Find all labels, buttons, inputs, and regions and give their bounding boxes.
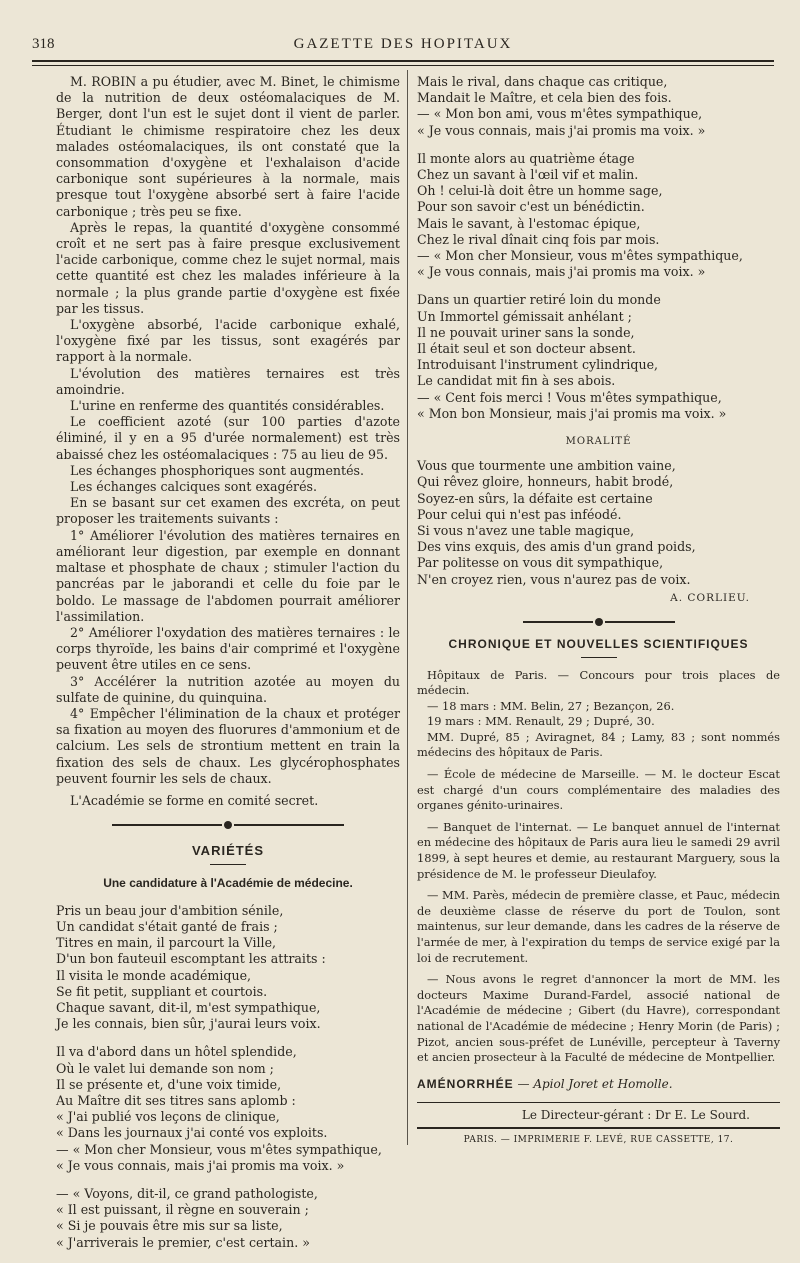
verse-line: Chaque savant, dit-il, m'est sympathique,	[56, 999, 321, 1015]
verse-line: « Dans les journaux j'ai conté vos exploits.	[56, 1125, 328, 1141]
right-column	[417, 74, 780, 1148]
footer-rule-thick	[417, 1127, 780, 1129]
varietes-title: VARIÉTÉS	[191, 843, 265, 859]
paragraph: Les échanges phosphoriques sont augmentés.	[70, 462, 364, 478]
verse-line: Introduisant l'instrument cylindrique,	[417, 357, 659, 373]
verse-line: N'en croyez rien, vous n'aurez pas de voix.	[417, 571, 691, 587]
printer-imprint: PARIS. — IMPRIMERIE F. LEVÉ, RUE CASSETTE, 17.	[463, 1135, 734, 1146]
verse-line: Par politesse on vous dit sympathique,	[417, 555, 664, 571]
paragraph: M. ROBIN a pu étudier, avec M. Binet, le chimisme de la nutrition de deux ostéomalaciques de M. Berger, dont l'un est le sujet dont il vient de parler. Étudiant le chimisme respiratoire chez les deux malades ostéomalaciques, ils ont constaté que la consommation d'oxygène et l'exhalaison d'acide carbonique sont supérieures à la normale, mais presque tout l'oxygène absorbé sert à faire l'acide carbonique ; très peu se fixe.	[56, 74, 400, 219]
verse-line: « Il est puissant, il règne en souverain ;	[56, 1202, 309, 1218]
news-item: — Banquet de l'internat. — Le banquet annuel de l'internat en médecine des hôpitaux de Paris aura lieu le samedi 29 avril 1899, à sept heures et demie, au restaurant Marguery, sous la présidence de M. le professeur Dieulafoy.	[417, 819, 780, 881]
verse-line: Pour son savoir c'est un bénédictin.	[417, 199, 645, 215]
moral-title: MORALITÉ	[565, 436, 632, 448]
verse-line: Un candidat s'était ganté de frais ;	[56, 918, 278, 934]
stanza	[56, 1044, 400, 1174]
paragraph: 2° Améliorer l'oxydation des matières ternaires : le corps thyroïde, les bains d'air comprimé et l'oxygène peuvent être utiles en ce sens.	[56, 624, 400, 673]
news-item: 19 mars : MM. Renault, 29 ; Dupré, 30.	[427, 714, 655, 729]
header-rule-thin	[32, 65, 774, 66]
verse-line: Au Maître dit ses titres sans aplomb :	[56, 1092, 296, 1108]
verse-line: « Si je pouvais être mis sur sa liste,	[56, 1218, 283, 1234]
footer-rule	[417, 1102, 780, 1103]
verse-line: Oh ! celui-là doit être un homme sage,	[417, 183, 663, 199]
verse-line: Soyez-en sûrs, la défaite est certaine	[417, 490, 653, 506]
paragraph: 1° Améliorer l'évolution des matières ternaires en améliorant leur digestion, par exemple en donnant maltase et phosphate de chaux ; stimuler l'action du pancréas par le jaborandi et celle du foie par le boldo. Le massage de l'abdomen pourrait améliorer l'assimilation.	[56, 527, 400, 624]
verse-line: Titres en main, il parcourt la Ville,	[56, 935, 277, 951]
stanza	[56, 1186, 400, 1251]
paragraph: L'urine en renferme des quantités considérables.	[70, 398, 385, 414]
paragraph: Les échanges calciques sont exagérés.	[70, 479, 317, 495]
poem-right	[417, 74, 780, 422]
verse-line: Un Immortel gémissait anhélant ;	[417, 308, 632, 324]
verse-line: Le candidat mit fin à ses abois.	[417, 373, 616, 389]
paragraph: L'oxygène absorbé, l'acide carbonique exhalé, l'oxygène fixé par les tissus, sont exagérés par rapport à la normale.	[56, 317, 400, 365]
verse-line: « Mon bon Monsieur, mais j'ai promis ma voix. »	[417, 405, 727, 421]
news-item: Hôpitaux de Paris. — Concours pour trois places de médecin.	[417, 667, 780, 698]
short-rule	[581, 657, 617, 658]
verse-line: Se fit petit, suppliant et courtois.	[56, 983, 268, 999]
advertisement	[417, 1076, 780, 1092]
verse-line: — « Mon cher Monsieur, vous m'êtes sympathique,	[56, 1141, 382, 1157]
verse-line: Dans un quartier retiré loin du monde	[417, 292, 661, 308]
poem-subtitle: Une candidature à l'Académie de médecine.	[103, 875, 353, 890]
paragraph: 3° Accélérer la nutrition azotée au moyen du sulfate de quinine, du quinquina.	[56, 673, 400, 705]
verse-line: — « Cent fois merci ! Vous m'êtes sympathique,	[417, 389, 722, 405]
verse-line: Vous que tourmente une ambition vaine,	[417, 458, 676, 474]
verse-line: « Je vous connais, mais j'ai promis ma voix. »	[56, 1157, 345, 1173]
verse-line: Mais le rival, dans chaque cas critique,	[417, 74, 668, 89]
verse-line: Mais le savant, à l'estomac épique,	[417, 215, 641, 231]
verse-line: Pris un beau jour d'ambition sénile,	[56, 902, 284, 918]
ornament-divider	[56, 817, 400, 833]
verse-line: Chez le rival dînait cinq fois par mois.	[417, 231, 660, 247]
verse-line: « J'ai publié vos leçons de clinique,	[56, 1109, 280, 1125]
stanza	[417, 292, 780, 422]
moral-stanza	[417, 458, 780, 588]
verse-line: Il visita le monde académique,	[56, 967, 252, 983]
column-divider	[407, 70, 408, 1145]
paragraph: L'évolution des matières ternaires est très amoindrie.	[56, 365, 400, 397]
verse-line: Des vins exquis, des amis d'un grand poids,	[417, 539, 696, 555]
paragraph: L'Académie se forme en comité secret.	[70, 792, 319, 808]
running-title: GAZETTE DES HOPITAUX	[293, 36, 513, 52]
short-rule	[210, 864, 246, 865]
academy-report	[56, 74, 400, 809]
verse-line: Il était seul et son docteur absent.	[417, 341, 636, 357]
chronique-title: CHRONIQUE ET NOUVELLES SCIENTIFIQUES	[448, 637, 749, 652]
verse-line: Où le valet lui demande son nom ;	[56, 1060, 274, 1076]
verse-line: Il va d'abord dans un hôtel splendide,	[56, 1044, 297, 1060]
poem-left	[56, 903, 400, 1251]
ornament-divider	[417, 614, 780, 630]
paragraph: En se basant sur cet examen des excréta, on peut proposer les traitements suivants :	[56, 495, 400, 527]
verse-line: « Je vous connais, mais j'ai promis ma voix. »	[417, 264, 706, 280]
verse-line: — « Voyons, dit-il, ce grand pathologiste,	[56, 1186, 318, 1201]
stanza	[417, 74, 780, 139]
header-rule	[32, 60, 774, 62]
page-number: 318	[32, 36, 55, 52]
verse-line: Il monte alors au quatrième étage	[417, 150, 635, 166]
ad-label: AMÉNORRHÉE	[417, 1076, 514, 1091]
verse-line: « Je vous connais, mais j'ai promis ma voix. »	[417, 122, 706, 138]
news-item: — École de médecine de Marseille. — M. le docteur Escat est chargé d'un cours complémentaire des maladies des organes génito-urinaires.	[417, 767, 780, 813]
paragraph: 4° Empêcher l'élimination de la chaux et protéger sa fixation au moyen des fluorures d'ammonium et de calcium. Les sels de strontium mettent en train la fixation des sels de chaux. Les glycérophosphates peuvent fournir les sels de chaux.	[56, 705, 400, 786]
verse-line: Mandait le Maître, et cela bien des fois.	[417, 90, 672, 106]
news-item: — 18 mars : MM. Belin, 27 ; Bezançon, 26.	[427, 698, 675, 713]
verse-line: Qui rêvez gloire, honneurs, habit brodé,	[417, 474, 674, 490]
ad-text: — Apiol Joret et Homolle.	[517, 1076, 673, 1091]
verse-line: Je les connais, bien sûr, j'aurai leurs voix.	[56, 1016, 321, 1032]
page-header	[32, 36, 774, 56]
news-item: — MM. Parès, médecin de première classe, et Pauc, médecin de deuxième classe de réserve du port de Toulon, sont maintenus, sur leur demande, dans les cadres de la réserve de l'armée de mer, à l'expiration du temps de service exigé par la loi de recrutement.	[417, 888, 780, 965]
paragraph: Après le repas, la quantité d'oxygène consommé croît et ne sert pas à faire presque exclusivement l'acide carbonique, comme chez le sujet normal, mais cette quantité est chez les malades inférieure à la normale ; la plus grande partie d'oxygène est fixée par les tissus.	[56, 219, 400, 316]
verse-line: — « Mon cher Monsieur, vous m'êtes sympathique,	[417, 248, 743, 264]
verse-line: Il ne pouvait uriner sans la sonde,	[417, 324, 635, 340]
verse-line: Il se présente et, d'une voix timide,	[56, 1076, 282, 1092]
director-credit: Le Directeur-gérant : Dr E. Le Sourd.	[521, 1107, 750, 1122]
chronique-body	[417, 668, 780, 1066]
stanza	[56, 903, 400, 1033]
news-item: — Nous avons le regret d'annoncer la mort de MM. les docteurs Maxime Durand-Fardel, associé national de l'Académie de médecine ; Gibert (du Havre), correspondant national de l'Académie de médecine ; Henry Morin (de Paris) ; Pizot, ancien sous-préfet de Lunéville, percepteur à Taverny et ancien prosecteur à la Faculté de médecine de Montpellier.	[417, 972, 780, 1065]
verse-line: « J'arriverais le premier, c'est certain. »	[56, 1234, 310, 1250]
stanza	[417, 151, 780, 281]
verse-line: Pour celui qui n'est pas inféodé.	[417, 506, 622, 522]
news-item: MM. Dupré, 85 ; Aviragnet, 84 ; Lamy, 83 ; sont nommés médecins des hôpitaux de Paris.	[417, 729, 780, 760]
verse-line: Chez un savant à l'œil vif et malin.	[417, 167, 639, 183]
paragraph: Le coefficient azoté (sur 100 parties d'azote éliminé, il y en a 95 d'urée normalement) est très abaissé chez les ostéomalaciques : 75 au lieu de 95.	[56, 414, 400, 462]
verse-line: — « Mon bon ami, vous m'êtes sympathique,	[417, 106, 703, 122]
left-column	[56, 74, 400, 1263]
poem-author: A. CORLIEU.	[670, 591, 750, 604]
verse-line: Si vous n'avez une table magique,	[417, 523, 635, 539]
verse-line: D'un bon fauteuil escomptant les attraits :	[56, 951, 326, 967]
